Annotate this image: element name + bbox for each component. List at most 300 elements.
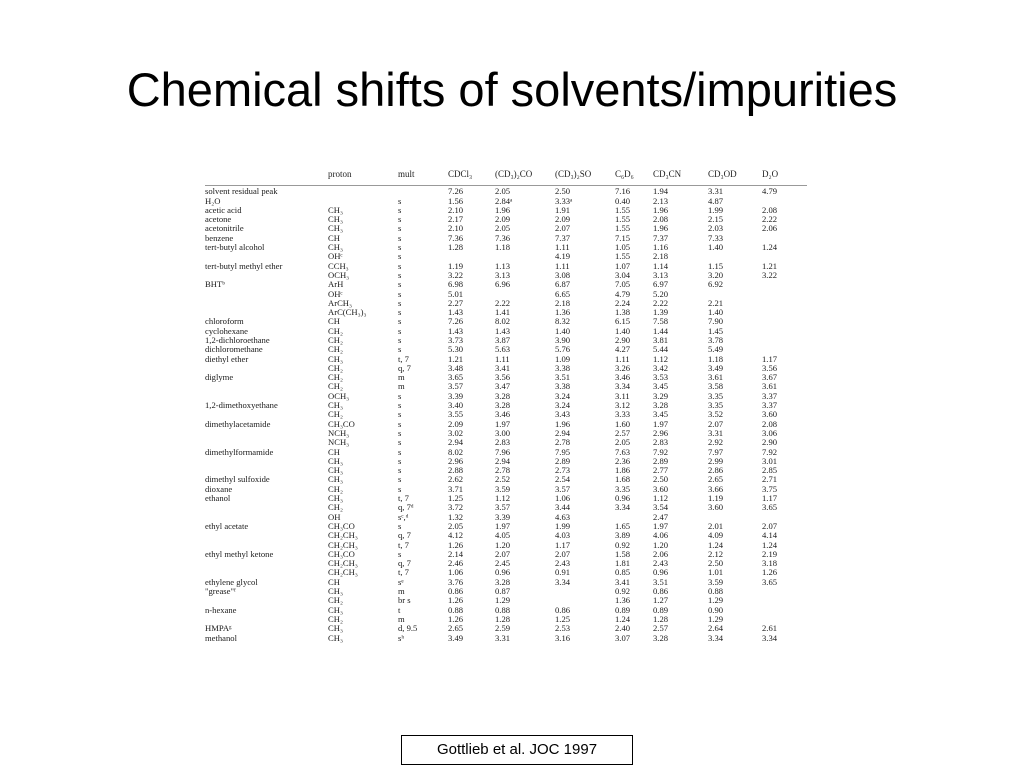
shift-value-cell: 0.89 [653, 604, 669, 615]
proton-cell: OH [328, 511, 341, 522]
shift-value-cell: 1.58 [615, 548, 631, 559]
shift-value-cell: 0.85 [615, 567, 631, 578]
proton-cell: OCH₃ [328, 390, 350, 401]
shift-value-cell: 1.20 [495, 539, 511, 550]
shift-value-cell: 3.46 [495, 409, 511, 420]
shift-value-cell: 3.31 [495, 632, 511, 643]
compound-cell: diethyl ether [205, 353, 249, 364]
shift-value-cell: 3.87 [495, 335, 511, 345]
shift-value-cell: 3.18 [762, 558, 778, 569]
multiplicity-cell: s [398, 195, 402, 206]
shift-value-cell: 1.43 [448, 307, 464, 318]
shift-value-cell: 3.76 [448, 576, 464, 587]
compound-cell: chloroform [205, 316, 244, 327]
proton-cell: CH₃CO [328, 548, 355, 559]
shift-value-cell: 1.24 [762, 539, 778, 550]
shift-value-cell [762, 289, 807, 298]
shift-value-cell: 1.55 [615, 214, 631, 225]
shift-value-cell: 2.85 [762, 465, 778, 476]
shift-value-cell: 1.29 [708, 613, 724, 624]
shift-value-cell: 3.41 [495, 362, 511, 373]
shift-value-cell: 1.28 [495, 613, 511, 624]
compound-cell: 1,2-dichloroethane [205, 335, 270, 345]
shift-value-cell: 2.27 [448, 297, 464, 308]
shift-value-cell: 1.43 [448, 325, 464, 336]
shift-value-cell: 3.16 [555, 632, 571, 643]
shift-value-cell: 2.36 [615, 455, 631, 466]
shift-value-cell: 3.40 [448, 400, 464, 411]
compound-cell [205, 457, 328, 466]
multiplicity-cell: t, 7 [398, 493, 409, 504]
shift-value-cell: 2.86 [708, 465, 724, 476]
shift-value-cell: 1.17 [762, 493, 778, 504]
shift-value-cell: 1.07 [615, 260, 631, 271]
table-row [205, 186, 807, 197]
shift-value-cell: 3.60 [653, 483, 669, 494]
shift-value-cell: 2.94 [495, 455, 511, 466]
compound-cell: n-hexane [205, 604, 237, 615]
shift-value-cell: 2.09 [555, 214, 571, 225]
proton-cell: CCH₃ [328, 260, 349, 271]
multiplicity-cell: s [398, 455, 402, 466]
shift-value-cell: 4.79 [615, 288, 631, 299]
shift-value-cell: 3.02 [448, 427, 464, 438]
proton-cell: CH₃ [328, 223, 343, 234]
shift-value-cell: 2.12 [708, 548, 724, 559]
shift-value-cell: 1.41 [495, 307, 511, 318]
shift-value-cell [762, 308, 807, 317]
shift-value-cell: 3.65 [762, 576, 778, 587]
multiplicity-cell [398, 186, 448, 197]
shift-value-cell: 2.09 [495, 214, 511, 225]
shift-value-cell: 5.01 [448, 288, 464, 299]
shift-value-cell: 3.24 [555, 390, 571, 401]
shift-value-cell: 2.07 [555, 223, 571, 234]
shift-value-cell: 2.47 [653, 511, 669, 522]
proton-cell: CH₂ [328, 502, 343, 513]
shift-value-cell: 5.20 [653, 288, 669, 299]
shift-value-cell: 1.27 [653, 595, 669, 606]
shift-value-cell: 6.87 [555, 279, 571, 290]
shift-value-cell: 7.96 [495, 446, 511, 457]
shift-value-cell: 2.05 [615, 437, 631, 448]
shift-value-cell: 1.55 [615, 223, 631, 234]
shift-value-cell: 2.21 [708, 297, 724, 308]
shift-value-cell: 5.63 [495, 344, 511, 355]
shift-value-cell: 3.46 [615, 372, 631, 383]
shift-value-cell: 3.04 [615, 269, 631, 280]
shift-value-cell: 4.87 [708, 195, 724, 206]
shift-value-cell: 3.60 [708, 502, 724, 513]
multiplicity-cell: s [398, 307, 402, 318]
shift-value-cell: 2.10 [448, 223, 464, 234]
shift-value-cell: 1.60 [615, 418, 631, 429]
shift-value-cell: 1.94 [653, 186, 708, 197]
multiplicity-cell: s [398, 344, 402, 355]
shift-value-cell: 2.94 [555, 427, 571, 438]
table-row [205, 243, 807, 252]
shift-value-cell: 4.06 [653, 530, 669, 541]
column-header: C₆D₆ [615, 169, 634, 179]
compound-cell: acetic acid [205, 204, 242, 215]
shift-value-cell: 2.78 [495, 465, 511, 476]
shift-value-cell: 1.97 [495, 418, 511, 429]
column-header: CD₃OD [708, 169, 737, 179]
shift-value-cell: 2.14 [448, 548, 464, 559]
shift-value-cell: 1.26 [762, 567, 778, 578]
shift-value-cell: 7.36 [448, 232, 464, 243]
shift-value-cell: 0.92 [615, 586, 631, 597]
shift-value-cell: 7.26 [448, 316, 464, 327]
proton-cell: ArC(CH₃)₃ [328, 307, 367, 318]
proton-cell: CH [328, 576, 340, 587]
shift-value-cell: 1.20 [653, 539, 669, 550]
multiplicity-cell: s [398, 520, 402, 531]
shift-value-cell: 3.55 [448, 409, 464, 420]
proton-cell: CH₃ [328, 586, 343, 597]
shift-value-cell: 2.07 [708, 418, 724, 429]
shift-value-cell: 1.11 [615, 353, 630, 364]
multiplicity-cell: t, 7 [398, 353, 409, 364]
shift-value-cell: 3.58 [708, 381, 724, 392]
shift-value-cell: 1.16 [653, 242, 669, 253]
shift-value-cell [762, 299, 807, 308]
shift-value-cell: 2.73 [555, 465, 571, 476]
compound-cell: BHTᵇ [205, 279, 225, 290]
shift-value-cell: 0.86 [653, 586, 669, 597]
compound-cell [205, 382, 328, 391]
shift-value-cell: 1.56 [448, 195, 464, 206]
shift-value-cell: 1.40 [708, 307, 724, 318]
shift-value-cell: 1.21 [448, 353, 464, 364]
shift-value-cell: 2.43 [555, 558, 571, 569]
shift-value-cell: 1.32 [448, 511, 464, 522]
shift-value-cell: 2.50 [555, 186, 615, 197]
shift-value-cell: 8.02 [448, 446, 464, 457]
multiplicity-cell: s [398, 204, 402, 215]
shift-value-cell [762, 596, 807, 605]
shift-value-cell: 3.51 [555, 372, 571, 383]
shift-value-cell: 3.67 [762, 372, 778, 383]
compound-cell [205, 289, 328, 298]
multiplicity-cell: q, 7ᵈ [398, 502, 414, 513]
table-header-row [205, 170, 807, 186]
shift-value-cell: 3.26 [615, 362, 631, 373]
shift-value-cell: 1.96 [555, 418, 571, 429]
shift-value-cell: 1.99 [708, 204, 724, 215]
multiplicity-cell: t, 7 [398, 567, 409, 578]
shift-value-cell: 1.55 [615, 251, 631, 262]
shift-value-cell: 2.99 [708, 455, 724, 466]
compound-cell [205, 429, 328, 438]
compound-cell: cyclohexane [205, 325, 248, 336]
shift-value-cell: 2.24 [615, 297, 631, 308]
shift-value-cell: 3.22 [762, 269, 778, 280]
shift-value-cell: 2.05 [495, 223, 511, 234]
shift-value-cell: 2.53 [555, 623, 571, 634]
shift-value-cell: 3.33ᵃ [555, 195, 573, 206]
proton-cell: CH₂ [328, 325, 343, 336]
multiplicity-cell: s [398, 474, 402, 485]
shift-value-cell: 3.75 [762, 483, 778, 494]
shift-value-cell: 4.27 [615, 344, 631, 355]
shift-value-cell [762, 327, 807, 336]
shift-value-cell: 0.40 [615, 195, 631, 206]
shift-value-cell: 0.87 [495, 586, 511, 597]
shift-value-cell: 4.03 [555, 530, 571, 541]
shift-value-cell: 3.37 [762, 390, 778, 401]
shift-value-cell: 1.91 [555, 204, 571, 215]
shift-value-cell: 2.62 [448, 474, 464, 485]
shift-value-cell: 2.65 [708, 474, 724, 485]
shift-value-cell: 3.28 [495, 400, 511, 411]
proton-cell: CH₂ [328, 335, 343, 345]
multiplicity-cell: s [398, 242, 402, 253]
shift-value-cell: 5.49 [708, 344, 724, 355]
shift-value-cell: 1.24 [762, 242, 778, 253]
shift-value-cell: 1.11 [555, 260, 570, 271]
multiplicity-cell: s [398, 223, 402, 234]
multiplicity-cell: t [398, 604, 401, 615]
shift-value-cell: 1.24 [708, 539, 724, 550]
shift-value-cell: 4.09 [708, 530, 724, 541]
shift-value-cell: 2.54 [555, 474, 571, 485]
proton-cell: CH₃ [328, 214, 343, 225]
multiplicity-cell: s [398, 427, 402, 438]
shift-value-cell: 3.54 [653, 502, 669, 513]
shift-value-cell: 0.88 [448, 604, 464, 615]
shift-value-cell: 6.98 [448, 279, 464, 290]
shift-value-cell: 3.73 [448, 335, 464, 345]
shift-value-cell: 7.36 [495, 232, 511, 243]
shift-value-cell: 3.34 [762, 632, 778, 643]
multiplicity-cell: s [398, 279, 402, 290]
shift-value-cell: 1.26 [448, 539, 464, 550]
shift-value-cell: 3.53 [653, 372, 669, 383]
shift-value-cell: 1.19 [708, 493, 724, 504]
shift-value-cell: 2.94 [448, 437, 464, 448]
proton-cell: CH₃ [328, 493, 343, 504]
multiplicity-cell: s [398, 409, 402, 420]
proton-cell: CH₃CO [328, 520, 355, 531]
shift-value-cell: 7.05 [615, 279, 631, 290]
compound-cell: dimethylformamide [205, 446, 274, 457]
shift-value-cell [762, 317, 807, 326]
compound-cell [205, 531, 328, 540]
shift-value-cell: 2.89 [653, 455, 669, 466]
shift-value-cell: 2.50 [708, 558, 724, 569]
shift-value-cell: 1.06 [555, 493, 571, 504]
shift-value-cell: 3.12 [615, 400, 631, 411]
multiplicity-cell: m [398, 381, 405, 392]
shift-value-cell: 1.25 [448, 493, 464, 504]
chemical-shift-table [205, 170, 807, 643]
compound-cell: ethyl acetate [205, 520, 249, 531]
shift-value-cell: 2.13 [653, 195, 669, 206]
shift-value-cell: 3.45 [653, 409, 669, 420]
shift-value-cell: 3.34 [708, 632, 724, 643]
column-header: mult [398, 169, 415, 179]
multiplicity-cell: sᶜ,ᵈ [398, 511, 409, 522]
shift-value-cell: 4.14 [762, 530, 778, 541]
shift-value-cell: 0.86 [555, 604, 571, 615]
shift-value-cell: 0.88 [495, 604, 511, 615]
shift-value-cell: 5.30 [448, 344, 464, 355]
shift-value-cell: 2.88 [448, 465, 464, 476]
proton-cell: ArH [328, 279, 344, 290]
shift-value-cell: 3.44 [555, 502, 571, 513]
shift-value-cell: 7.95 [555, 446, 571, 457]
shift-value-cell: 3.57 [495, 502, 511, 513]
shift-value-cell: 1.96 [653, 223, 669, 234]
proton-cell: CH₃ [328, 474, 343, 485]
multiplicity-cell: s [398, 214, 402, 225]
column-header: proton [328, 169, 352, 179]
shift-value-cell: 3.35 [615, 483, 631, 494]
compound-cell: dimethylacetamide [205, 418, 271, 429]
shift-value-cell: 1.18 [495, 242, 511, 253]
compound-cell [205, 299, 328, 308]
shift-value-cell: 1.97 [653, 520, 669, 531]
table-row [205, 280, 807, 289]
shift-value-cell: 2.90 [615, 335, 631, 345]
multiplicity-cell: s [398, 548, 402, 559]
shift-value-cell: 2.84ᵃ [495, 195, 513, 206]
shift-value-cell [762, 280, 807, 289]
shift-value-cell: 7.92 [653, 446, 669, 457]
shift-value-cell: 6.15 [615, 316, 631, 327]
shift-value-cell: 3.20 [708, 269, 724, 280]
shift-value-cell: 3.47 [495, 381, 511, 392]
shift-value-cell: 3.34 [555, 576, 571, 587]
multiplicity-cell: s [398, 297, 402, 308]
compound-cell: "grease"ᶠ [205, 586, 236, 597]
shift-value-cell: 3.00 [495, 427, 511, 438]
proton-cell: CH₂ [328, 613, 343, 624]
shift-value-cell: 0.92 [615, 539, 631, 550]
shift-value-cell: 2.05 [448, 520, 464, 531]
shift-value-cell: 3.49 [708, 362, 724, 373]
table-row [205, 633, 807, 642]
table-header [205, 170, 807, 186]
shift-value-cell: 2.08 [762, 204, 778, 215]
shift-value-cell: 3.66 [708, 483, 724, 494]
multiplicity-cell: m [398, 613, 405, 624]
proton-cell: CH₃ [328, 204, 343, 215]
multiplicity-cell: sᵉ [398, 576, 404, 587]
compound-cell: methanol [205, 632, 237, 643]
multiplicity-cell: s [398, 390, 402, 401]
shift-value-cell: 2.10 [448, 204, 464, 215]
shift-value-cell: 1.40 [555, 325, 571, 336]
compound-cell: dimethyl sulfoxide [205, 474, 270, 485]
multiplicity-cell: s [398, 483, 402, 494]
shift-value-cell: 2.19 [762, 548, 778, 559]
shift-value-cell: 3.28 [495, 576, 511, 587]
shift-value-cell: 1.18 [708, 353, 724, 364]
shift-value-cell: 1.01 [708, 567, 724, 578]
shift-value-cell: 3.01 [762, 455, 778, 466]
column-header: (CD₃)₂CO [495, 169, 533, 179]
shift-value-cell: 2.89 [555, 455, 571, 466]
proton-cell: CH₂ [328, 595, 343, 606]
shift-value-cell: 3.48 [448, 362, 464, 373]
shift-value-cell: 2.43 [653, 558, 669, 569]
shift-value-cell: 5.76 [555, 344, 571, 355]
shift-value-cell: 2.22 [495, 297, 511, 308]
shift-value-cell: 2.07 [495, 548, 511, 559]
shift-value-cell: 1.11 [495, 353, 510, 364]
shift-value-cell: 0.96 [653, 567, 669, 578]
shift-value-cell: 6.92 [708, 279, 724, 290]
shift-value-cell: 1.26 [448, 595, 464, 606]
column-header: (CD₃)₂SO [555, 169, 592, 179]
shift-value-cell: 3.90 [555, 335, 571, 345]
shift-value-cell: 3.41 [615, 576, 631, 587]
shift-value-cell: 2.06 [653, 548, 669, 559]
shift-value-cell: 1.44 [653, 325, 669, 336]
shift-value-cell: 2.08 [653, 214, 669, 225]
compound-cell: tert-butyl alcohol [205, 242, 265, 253]
multiplicity-cell: s [398, 465, 402, 476]
proton-cell: CH₂ [328, 362, 343, 373]
shift-value-cell: 1.86 [615, 465, 631, 476]
shift-value-cell: 1.39 [653, 307, 669, 318]
shift-value-cell: 1.17 [762, 353, 778, 364]
shift-value-cell: 1.28 [448, 242, 464, 253]
compound-cell: tert-butyl methyl ether [205, 260, 283, 271]
compound-cell: dioxane [205, 483, 233, 494]
proton-cell: CH₃ [328, 400, 343, 411]
shift-value-cell: 3.22 [448, 269, 464, 280]
compound-cell [205, 559, 328, 568]
proton-cell: CH₂CH₃ [328, 530, 358, 541]
shift-value-cell: 4.79 [762, 186, 807, 197]
shift-value-cell: 3.59 [708, 576, 724, 587]
shift-value-cell: 2.06 [762, 223, 778, 234]
shift-value-cell: 2.05 [495, 186, 555, 197]
shift-value-cell: 6.96 [495, 279, 511, 290]
shift-value-cell: 1.14 [653, 260, 669, 271]
proton-cell: OHᶜ [328, 251, 343, 262]
shift-value-cell: 3.78 [708, 335, 724, 345]
shift-value-cell: 0.96 [495, 567, 511, 578]
shift-value-cell: 3.35 [708, 390, 724, 401]
shift-value-cell: 3.37 [762, 400, 778, 411]
shift-value-cell: 7.37 [653, 232, 669, 243]
proton-cell: CH₃ [328, 604, 343, 615]
shift-value-cell: 2.09 [448, 418, 464, 429]
shift-value-cell: 7.90 [708, 316, 724, 327]
shift-value-cell: 1.13 [495, 260, 511, 271]
shift-value-cell: 2.57 [653, 623, 669, 634]
shift-value-cell: 1.09 [555, 353, 571, 364]
shift-value-cell: 8.32 [555, 316, 571, 327]
shift-value-cell: 1.06 [448, 567, 464, 578]
shift-value-cell: 1.28 [653, 613, 669, 624]
proton-cell: CH₂ [328, 381, 343, 392]
shift-value-cell [762, 587, 807, 596]
shift-value-cell: 3.65 [762, 502, 778, 513]
shift-value-cell: 3.61 [762, 381, 778, 392]
shift-value-cell: 3.08 [555, 269, 571, 280]
compound-cell: dichloromethane [205, 344, 263, 355]
shift-value-cell: 2.61 [762, 623, 778, 634]
compound-cell: ethyl methyl ketone [205, 548, 274, 559]
shift-value-cell: 1.97 [495, 520, 511, 531]
shift-value-cell: 3.42 [653, 362, 669, 373]
shift-value-cell: 3.71 [448, 483, 464, 494]
